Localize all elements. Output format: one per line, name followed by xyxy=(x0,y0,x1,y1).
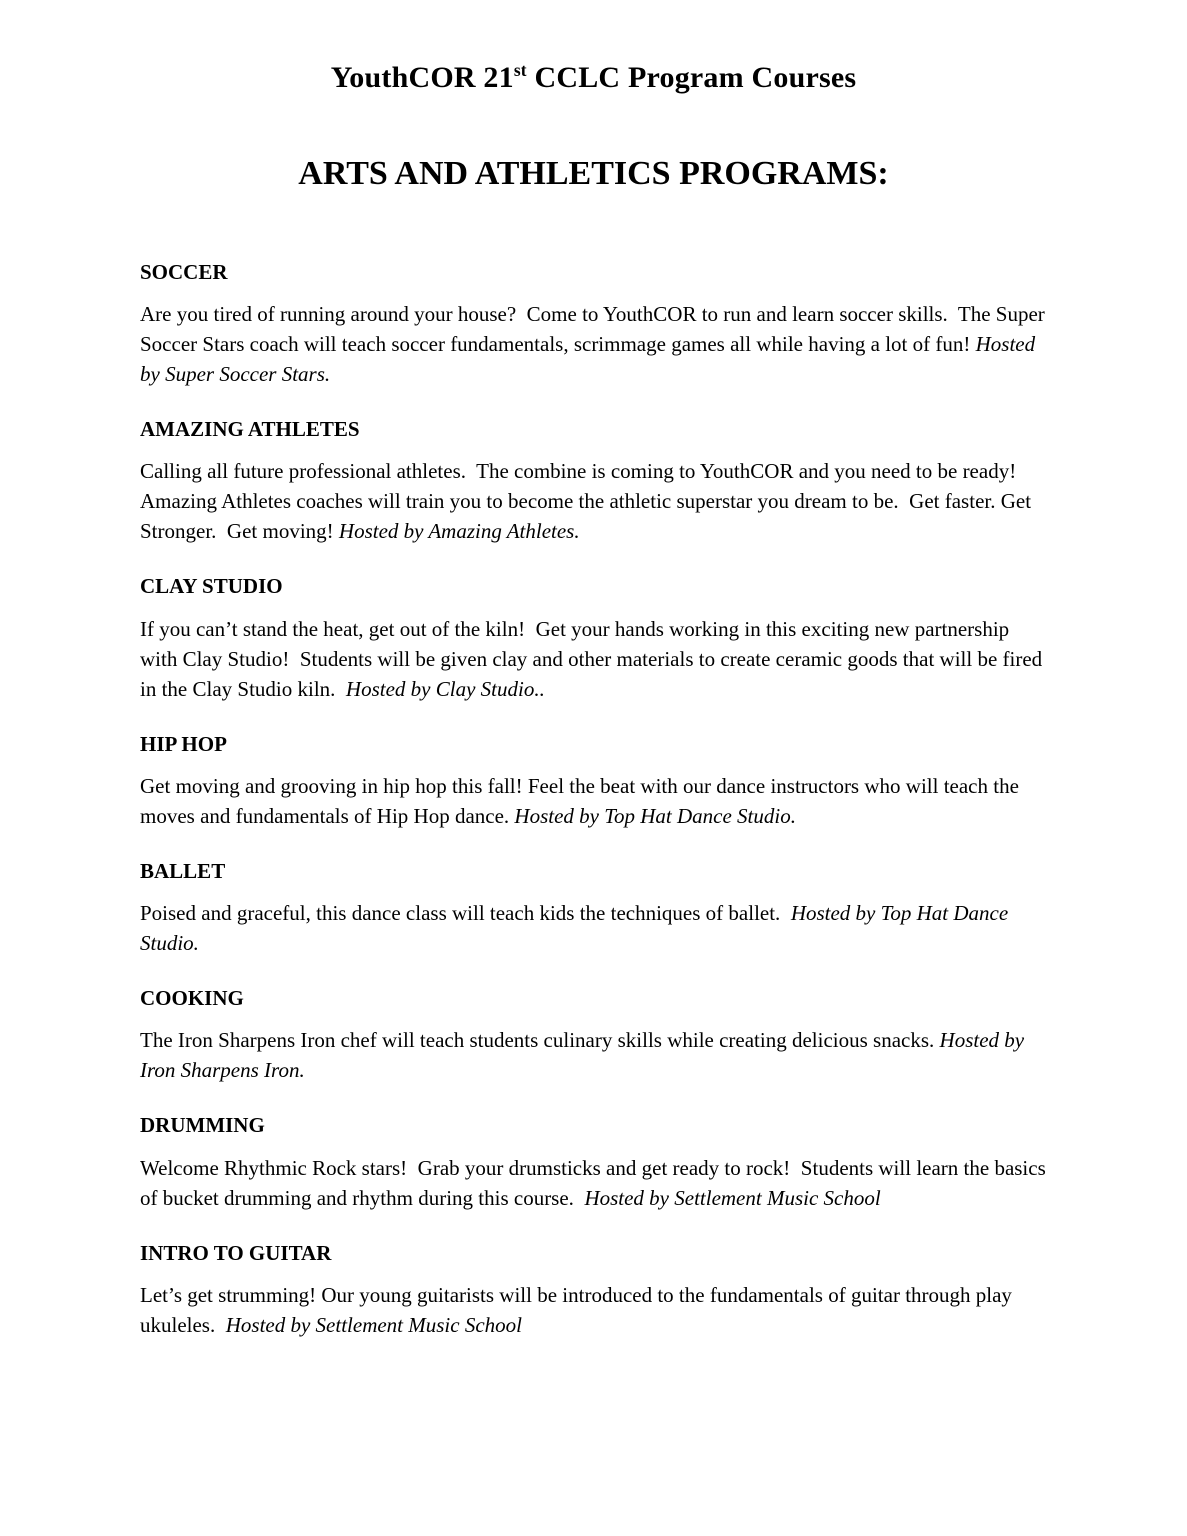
section-paragraph xyxy=(140,299,1051,389)
section-heading: BALLET xyxy=(140,858,226,883)
section-body: Poised and graceful, this dance class will teach kids the techniques of ballet. xyxy=(140,901,791,926)
hosted-by-text: Hosted by Iron Sharpens Iron. xyxy=(140,1028,1030,1083)
section-heading: DRUMMING xyxy=(140,1113,265,1138)
section-body: Welcome Rhythmic Rock stars! Grab your drumsticks and get ready to rock! Students will learn the basics of bucket drumming and rhythm during this course. xyxy=(140,1155,1052,1210)
section-paragraph xyxy=(140,1153,1052,1213)
section-body: Get moving and grooving in hip hop this fall! Feel the beat with our dance instructors who will teach the moves and fundamentals of Hip Hop dance. xyxy=(140,773,1025,828)
section-hip-hop xyxy=(140,731,1047,831)
section-cooking xyxy=(140,985,1047,1085)
section-body: Let’s get strumming! Our young guitarists will be introduced to the fundamentals of guitar through play ukuleles. xyxy=(140,1282,1018,1337)
hosted-by-text: Hosted by Top Hat Dance Studio. xyxy=(514,803,796,828)
hosted-by-text: Hosted by Settlement Music School xyxy=(584,1185,881,1210)
section-drumming xyxy=(140,1112,1052,1212)
section-body: Calling all future professional athletes. The combine is coming to YouthCOR and you need to be ready! Amazing Athletes coaches will train you to become the athletic superstar you dream to be. Get faster. Get Stronger. Get moving! xyxy=(140,459,1037,544)
hosted-by-text: Hosted by Settlement Music School xyxy=(225,1312,522,1337)
title-superscript: st xyxy=(513,60,527,80)
section-paragraph xyxy=(140,898,1047,958)
section-heading: HIP HOP xyxy=(140,731,227,756)
hosted-by-text: Hosted by Super Soccer Stars. xyxy=(140,332,1041,387)
section-heading: COOKING xyxy=(140,986,244,1011)
title-prefix: YouthCOR 21 xyxy=(330,61,514,94)
section-body: If you can’t stand the heat, get out of the kiln! Get your hands working in this exciting new partnership with Clay Studio! Students will be given clay and other materials to create ceramic goods that will be fired in the Clay Studio kiln. xyxy=(140,616,1048,701)
section-paragraph xyxy=(140,614,1047,704)
section-intro-to-guitar xyxy=(140,1240,1047,1340)
section-heading: CLAY STUDIO xyxy=(140,574,283,599)
title-suffix: CCLC Program Courses xyxy=(526,61,857,94)
section-body: The Iron Sharpens Iron chef will teach students culinary skills while creating delicious snacks. xyxy=(140,1028,940,1053)
section-clay-studio xyxy=(140,573,1047,703)
section-heading: SOCCER xyxy=(140,259,228,284)
hosted-by-text: Hosted by Top Hat Dance Studio. xyxy=(140,901,1014,956)
section-paragraph xyxy=(140,1280,1047,1340)
section-paragraph xyxy=(140,456,1047,546)
section-paragraph xyxy=(140,1025,1047,1085)
section-body: Are you tired of running around your house? Come to YouthCOR to run and learn soccer skills. The Super Soccer Stars coach will teach soccer fundamentals, scrimmage games all while having a lot of fun! xyxy=(140,302,1051,357)
hosted-by-text: Hosted by Clay Studio.. xyxy=(345,676,545,701)
hosted-by-text: Hosted by Amazing Athletes. xyxy=(338,519,580,544)
section-heading: INTRO TO GUITAR xyxy=(140,1240,332,1265)
section-paragraph xyxy=(140,771,1047,831)
section-soccer xyxy=(140,259,1051,389)
main-heading: ARTS AND ATHLETICS PROGRAMS: xyxy=(298,155,889,192)
section-heading: AMAZING ATHLETES xyxy=(140,417,360,442)
section-amazing-athletes xyxy=(140,416,1047,546)
document-title xyxy=(140,60,1047,96)
section-ballet xyxy=(140,858,1047,958)
